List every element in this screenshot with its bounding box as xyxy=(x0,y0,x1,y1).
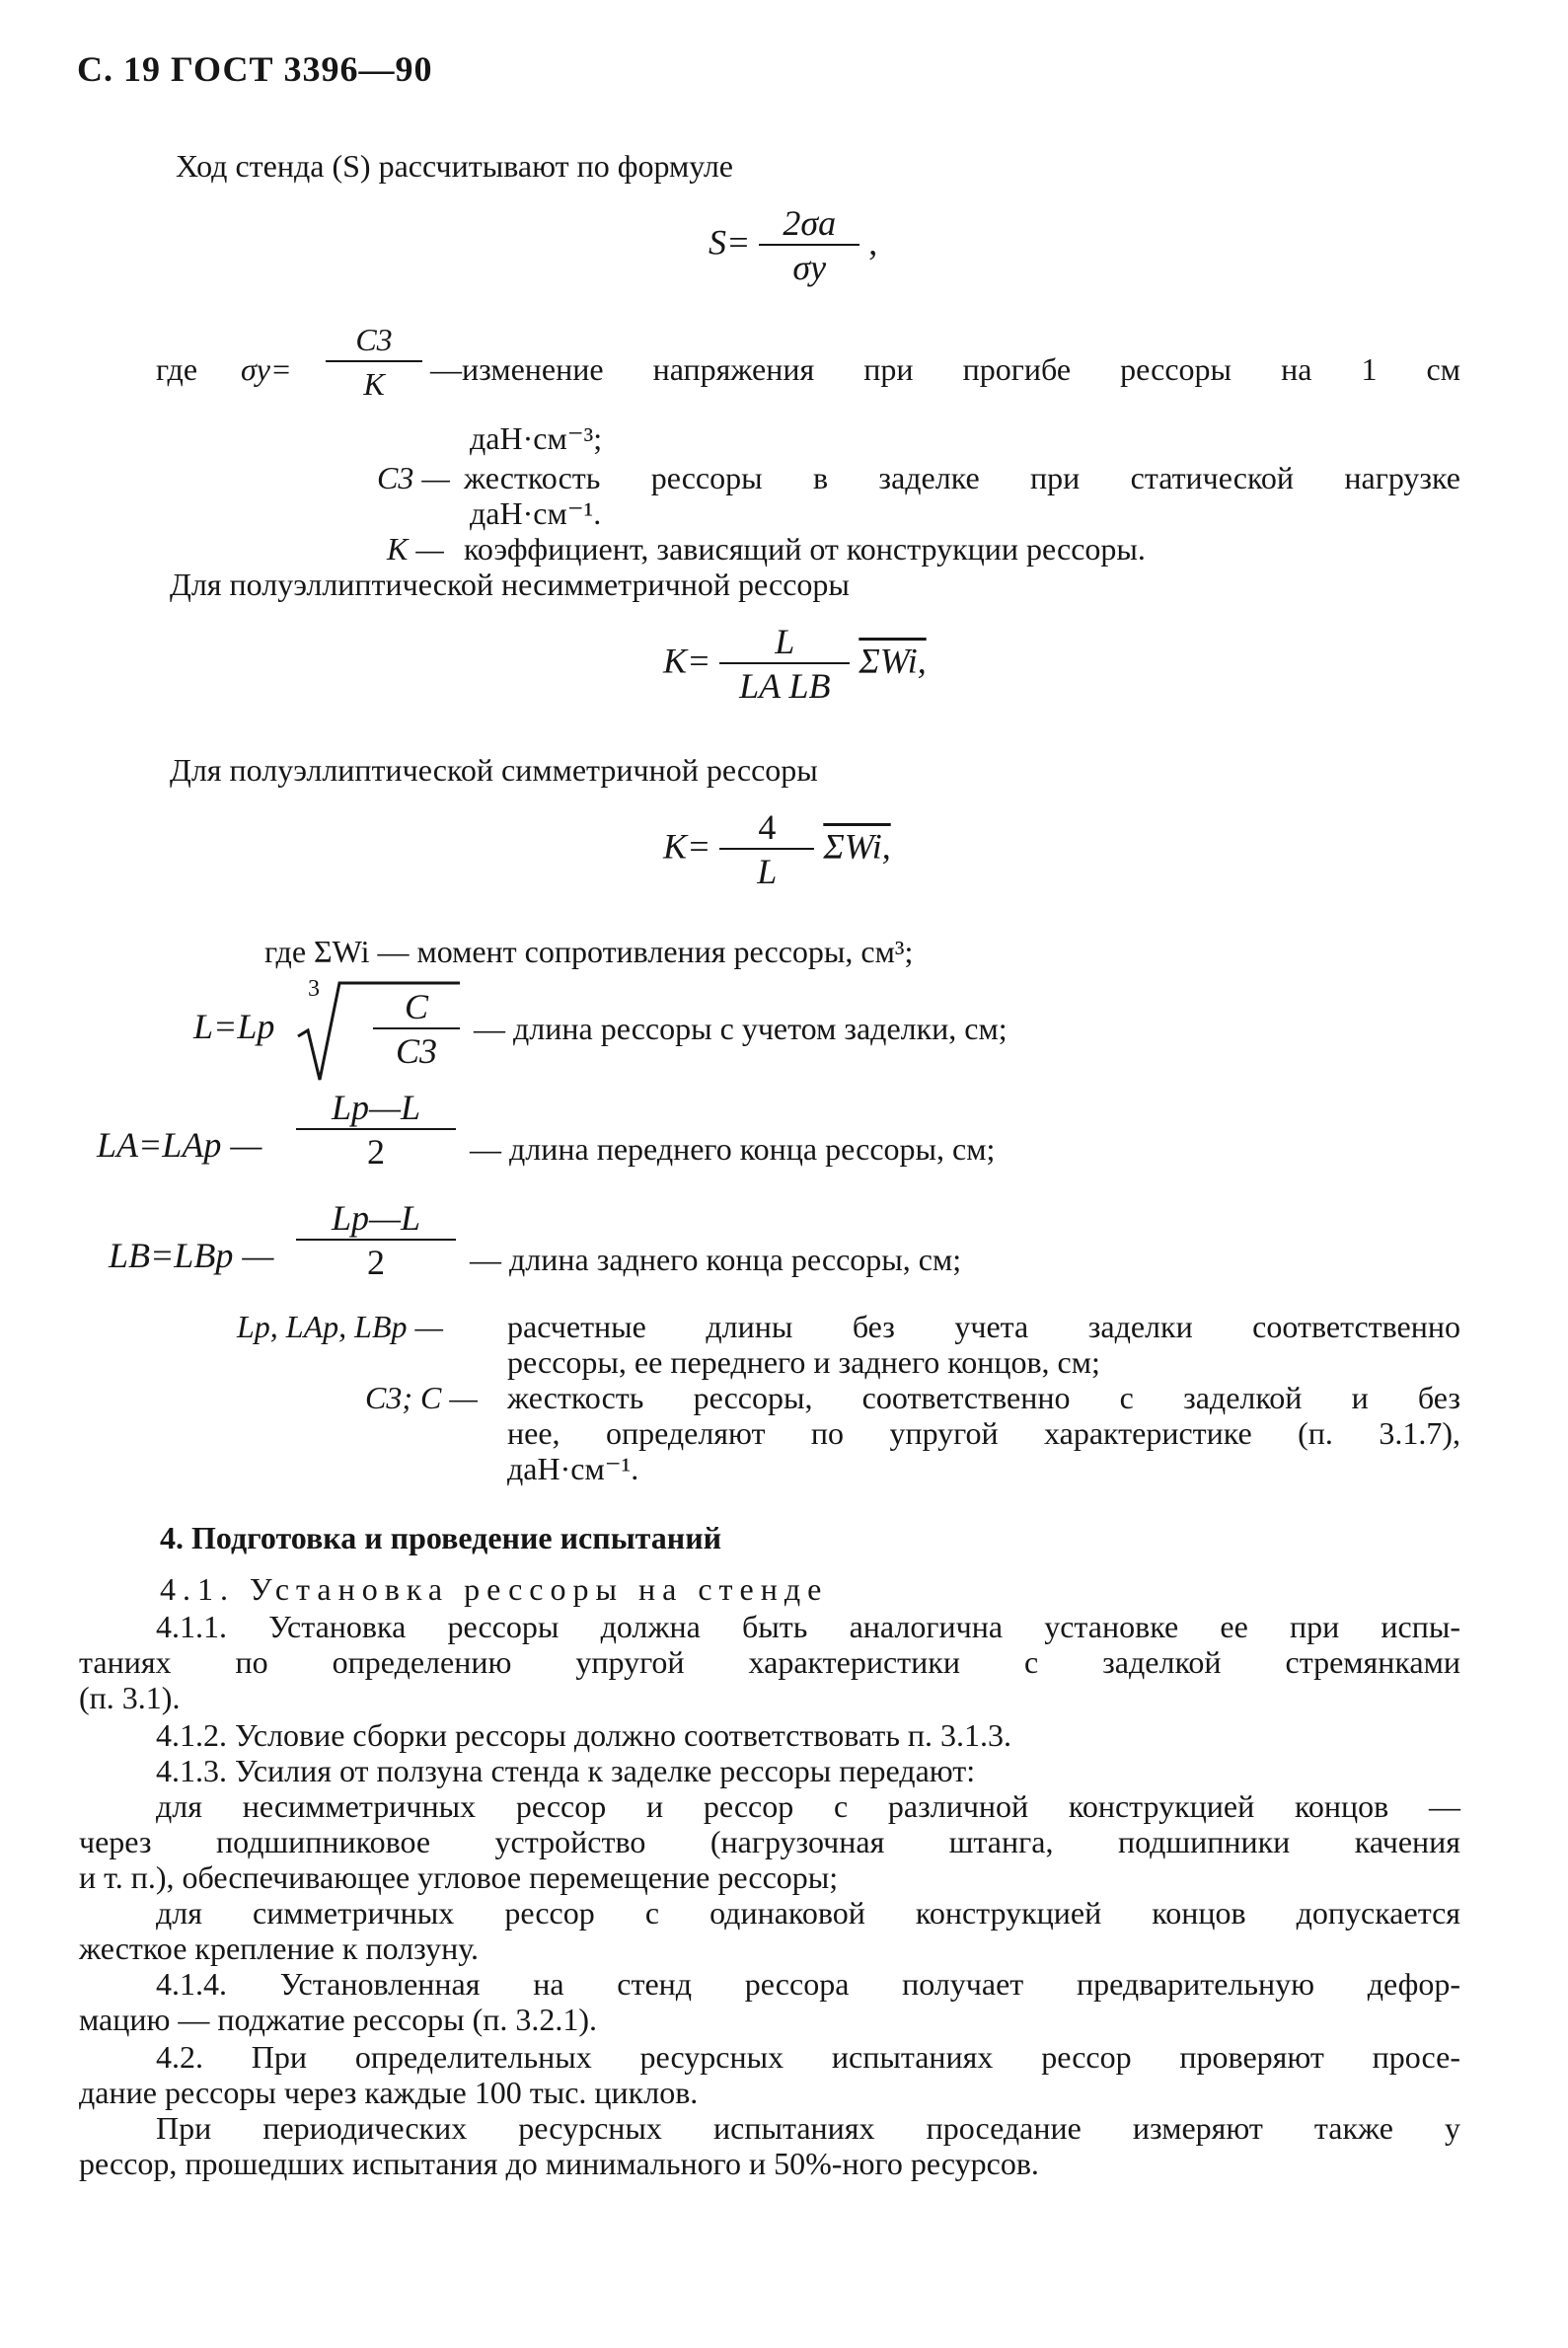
k-desc: коэффициент, зависящий от конструкции рессоры. xyxy=(464,531,1146,567)
formula-k1 xyxy=(663,624,927,705)
para-line-8: и т. п.), обеспечивающее угловое перемещение рессоры; xyxy=(79,1859,839,1895)
para-line-4: 4.1.2. Условие сборки рессоры должно соответствовать п. 3.1.3. xyxy=(156,1717,1012,1753)
para-line-10: жесткое крепление к ползуну. xyxy=(79,1931,479,1966)
formula-s-num: 2σa xyxy=(783,203,837,243)
para-line-5: 4.1.3. Усилия от ползуна стенда к заделке рессоры передают: xyxy=(156,1753,976,1788)
formula-k1-den: LA LB xyxy=(719,662,850,705)
para-line-9: для симметричных рессор с одинаковой конструкцией концов допускается xyxy=(156,1895,1460,1931)
lp-desc: расчетные длины без учета заделки соответственно xyxy=(507,1309,1460,1344)
formula-k2-lhs: K= xyxy=(663,826,711,867)
c-term: C3; C — xyxy=(365,1380,478,1415)
c-desc: жесткость рессоры, соответственно с заделкой и без xyxy=(507,1380,1460,1415)
w-line: где ΣWi — момент сопротивления рессоры, см³; xyxy=(264,934,914,969)
lp-term: Lр, LАр, LВр — xyxy=(237,1309,443,1344)
c3-desc-cont: даН·см⁻¹. xyxy=(470,495,602,531)
lp-desc-cont: рессоры, ее переднего и заднего концов, см; xyxy=(507,1344,1100,1380)
para-line-13: 4.2. При определительных ресурсных испытаниях рессор проверяют просе- xyxy=(156,2039,1460,2075)
l-den: C3 xyxy=(373,1027,460,1070)
formula-k1-lhs: K= xyxy=(663,641,711,681)
para-line-14: дание рессоры через каждые 100 тыс. циклов. xyxy=(79,2075,699,2110)
para-line-15: При периодических ресурсных испытаниях проседание измеряют также у xyxy=(156,2110,1460,2146)
formula-k2-tail: ΣWi, xyxy=(823,826,891,867)
la-fraction xyxy=(296,1090,456,1171)
lb-den: 2 xyxy=(296,1239,456,1281)
para-line-6: для несимметричных рессор и рессор с различной конструкцией концов — xyxy=(156,1788,1460,1824)
para-line-11: 4.1.4. Установленная на стенд рессора получает предварительную дефор- xyxy=(156,1966,1460,2002)
para-line-3: (п. 3.1). xyxy=(79,1680,181,1715)
formula-k2 xyxy=(663,809,891,890)
la-lhs: LA=LAp — xyxy=(97,1125,262,1165)
formula-s xyxy=(709,205,877,286)
sym-label: Для полуэллиптической симметричной рессоры xyxy=(170,752,818,788)
l-fraction xyxy=(373,989,460,1070)
sigma-den: K xyxy=(326,360,422,403)
para-line-7: через подшипниковое устройство (нагрузочная штанга, подшипники качения xyxy=(79,1824,1460,1859)
intro-line: Ход стенда (S) рассчитывают по формуле xyxy=(176,148,733,184)
lb-fraction xyxy=(296,1200,456,1281)
para-line-1: 4.1.1. Установка рессоры должна быть аналогична установке ее при испы- xyxy=(156,1609,1460,1644)
asym-label: Для полуэллиптической несимметричной рессоры xyxy=(170,567,850,602)
c3-term: C3 — xyxy=(377,460,450,495)
formula-k1-tail: ΣWi, xyxy=(859,641,927,681)
c-desc-cont2: даН·см⁻¹. xyxy=(507,1451,639,1486)
la-den: 2 xyxy=(296,1128,456,1171)
c-desc-cont1: нее, определяют по упругой характеристике (п. 3.1.7), xyxy=(507,1415,1460,1451)
section-41-title: 4.1. Установка рессоры на стенде xyxy=(160,1571,829,1607)
sigma-desc-cont: даН·см⁻³; xyxy=(470,420,603,456)
sigma-desc: —изменение напряжения при прогибе рессоры на 1 см xyxy=(430,351,1460,387)
l-num: C xyxy=(404,987,428,1026)
sigma-lhs: σy= xyxy=(241,351,292,387)
l-desc: — длина рессоры с учетом заделки, см; xyxy=(474,1011,1008,1046)
la-num: Lp—L xyxy=(331,1088,421,1127)
formula-s-lhs: S= xyxy=(709,222,751,263)
lb-num: Lp—L xyxy=(331,1198,421,1238)
formula-k2-num: 4 xyxy=(758,807,777,847)
c3-desc: жесткость рессоры в заделке при статической нагрузке xyxy=(464,460,1460,495)
la-desc: — длина переднего конца рессоры, см; xyxy=(470,1131,996,1167)
lb-lhs: LB=LBp — xyxy=(109,1236,274,1275)
para-line-12: мацию — поджатие рессоры (п. 3.2.1). xyxy=(79,2002,598,2037)
l-lhs: L=Lp xyxy=(193,1007,275,1046)
sigma-num: C3 xyxy=(355,322,393,357)
page-header: С. 19 ГОСТ 3396—90 xyxy=(77,49,433,89)
k-term: K — xyxy=(387,531,444,567)
sigma-fraction xyxy=(326,322,422,403)
lb-desc: — длина заднего конца рессоры, см; xyxy=(470,1242,962,1277)
l-root-index: 3 xyxy=(308,976,320,1002)
para-line-2: таниях по определению упругой характеристики с заделкой стремянками xyxy=(79,1644,1460,1680)
formula-k1-num: L xyxy=(775,622,795,661)
formula-s-den: σy xyxy=(759,244,859,286)
formula-k2-den: L xyxy=(719,848,814,890)
where1-lead: где xyxy=(156,351,198,387)
formula-s-fraction xyxy=(759,205,859,286)
section-4-title: 4. Подготовка и проведение испытаний xyxy=(160,1520,722,1555)
formula-s-tail: , xyxy=(868,222,878,263)
para-line-16: рессор, прошедших испытания до минимального и 50%-ного ресурсов. xyxy=(79,2146,1039,2181)
